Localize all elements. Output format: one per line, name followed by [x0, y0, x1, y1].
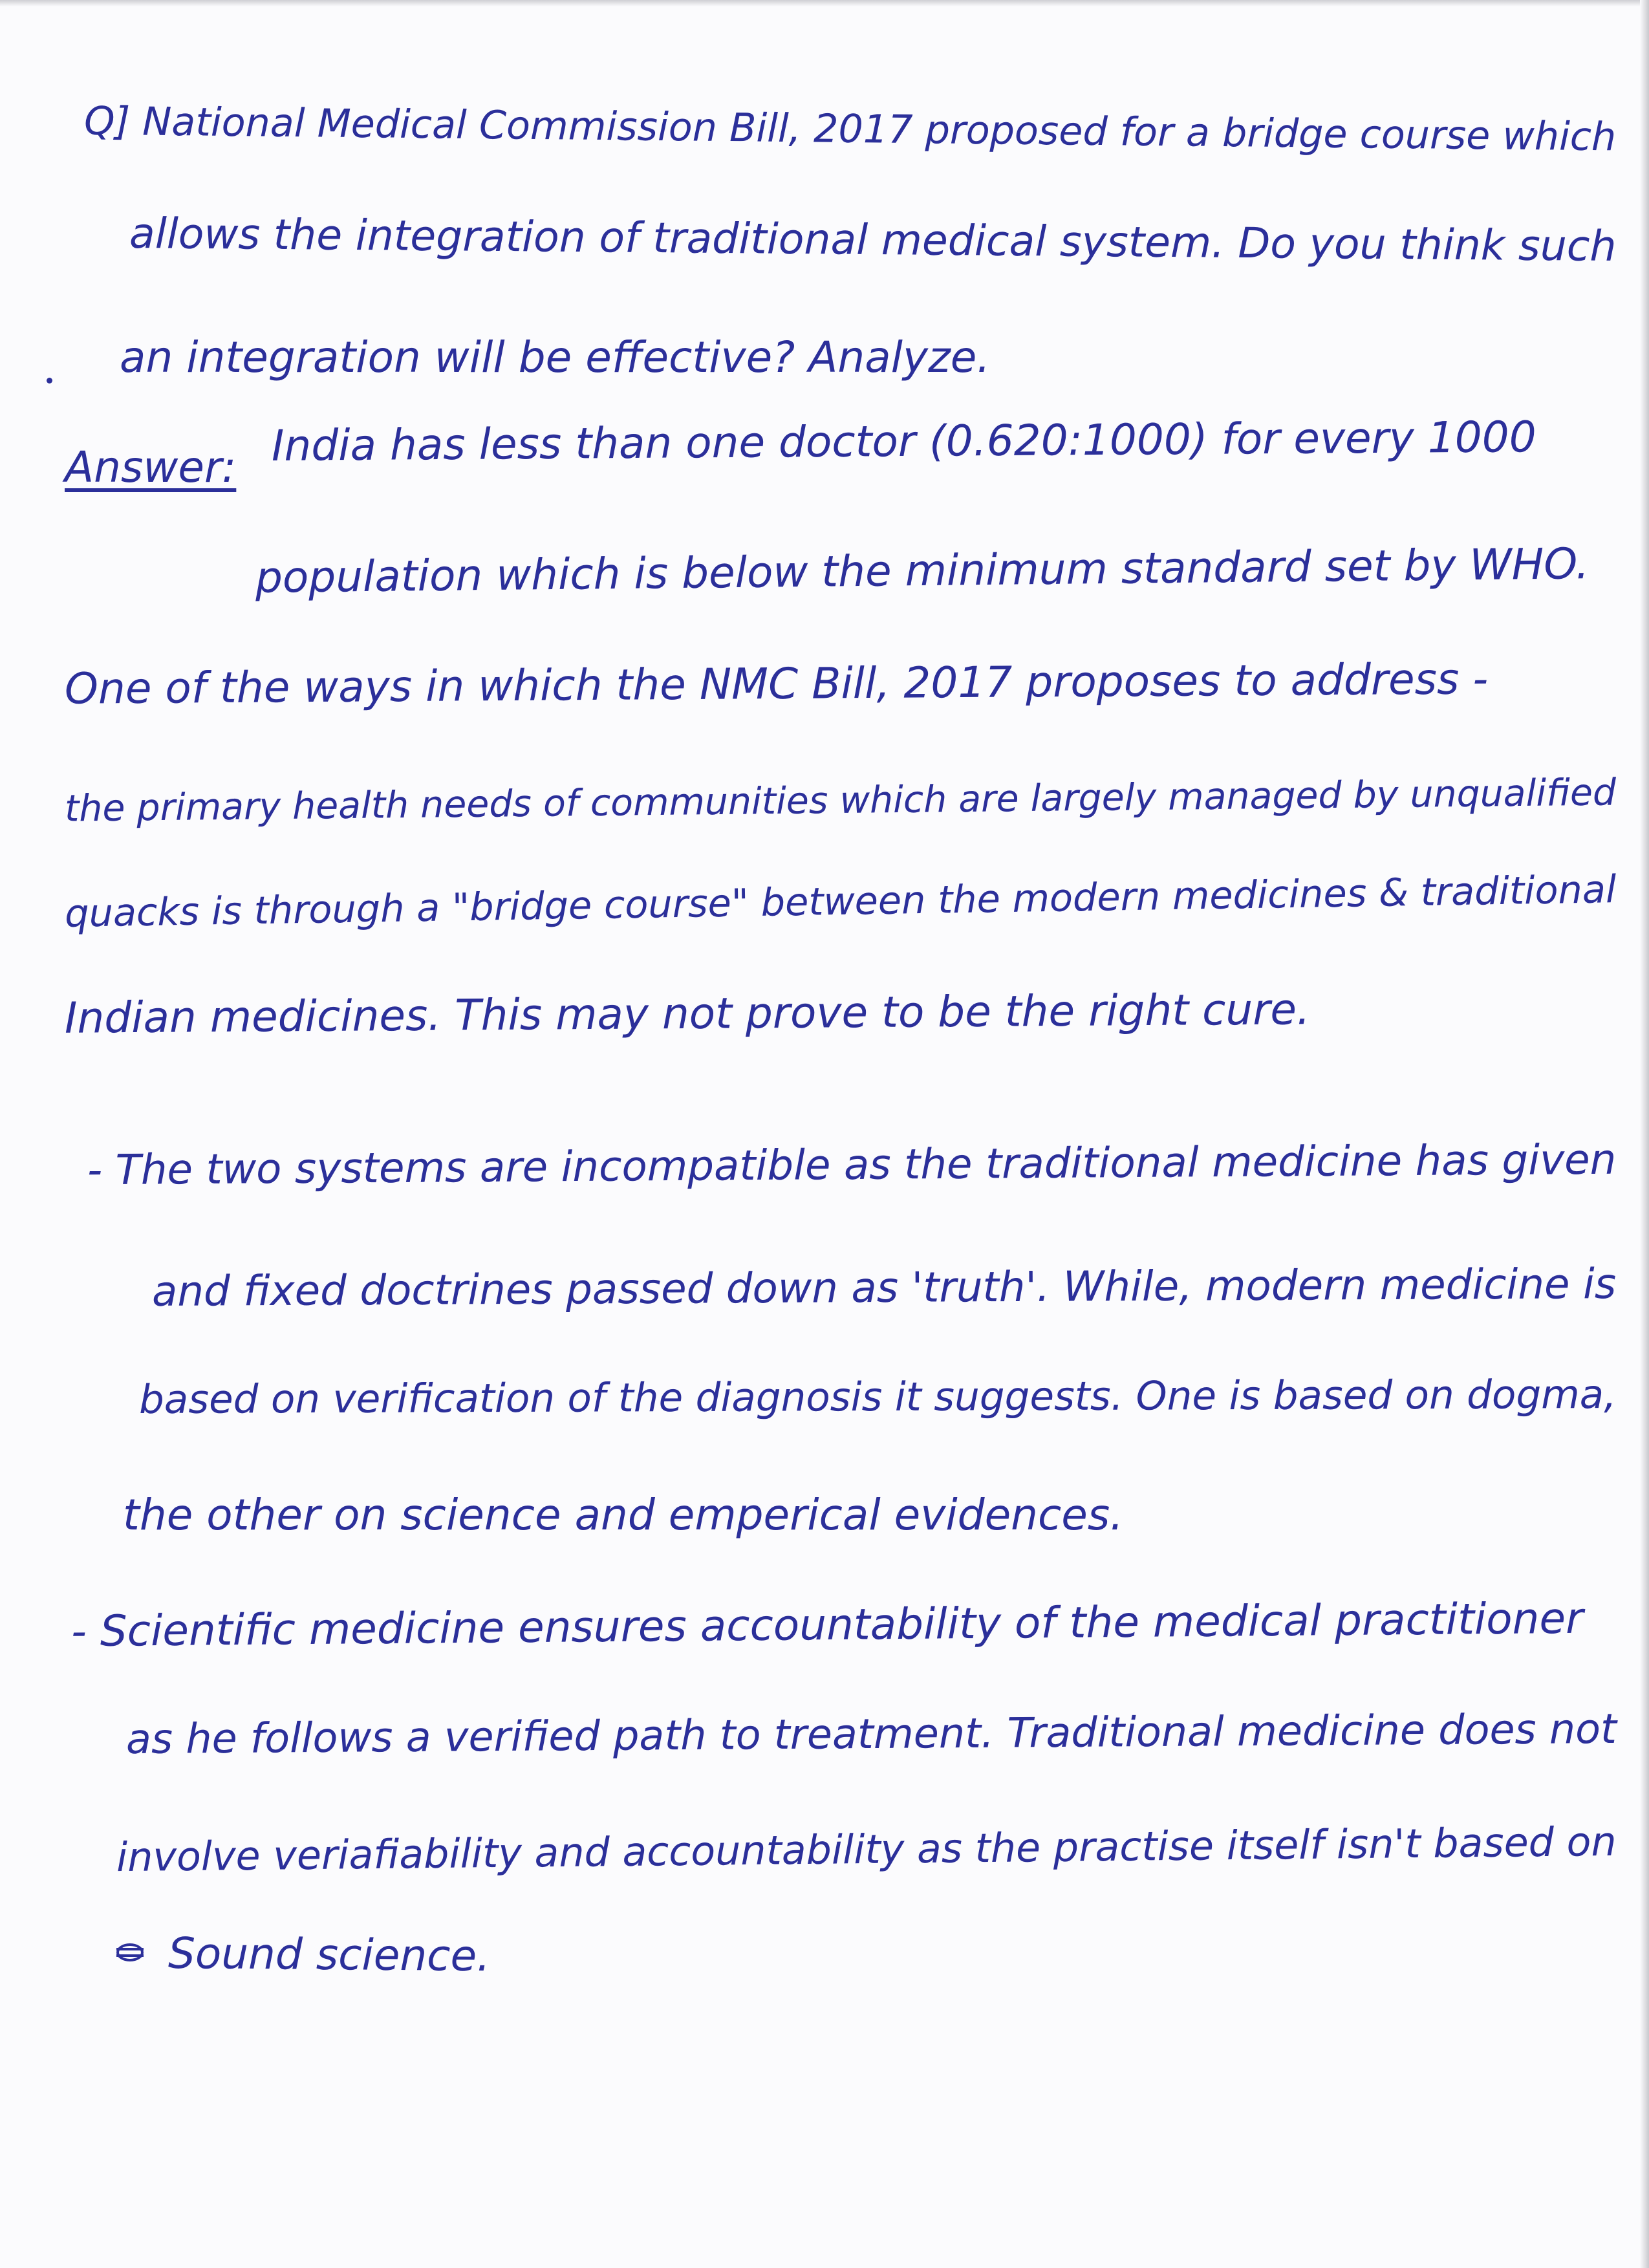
- answer-intro-line-6: Indian medicines. This may not prove to be the right cure.: [64, 984, 1311, 1043]
- answer-intro-line-2: population which is below the minimum standard set by WHO.: [255, 539, 1590, 603]
- answer-intro-line-4: the primary health needs of communities which are largely managed by unqualified: [64, 771, 1617, 830]
- question-line-2: allows the integration of traditional medical system. Do you think such: [129, 209, 1617, 272]
- answer-intro-line-3: One of the ways in which the NMC Bill, 2017 proposes to address -: [64, 654, 1489, 714]
- crossed-out-scribble: [115, 1941, 145, 1963]
- point-1-line-1: - The two systems are incompatible as the traditional medicine has given: [87, 1135, 1617, 1195]
- scan-edge-top: [0, 0, 1649, 6]
- point-2-line-2: as he follows a verified path to treatment. Traditional medicine does not: [125, 1704, 1617, 1764]
- point-2-line-1: - Scientific medicine ensures accountability of the medical practitioner: [70, 1593, 1584, 1657]
- stray-ink-dot: [47, 378, 52, 383]
- question-line-3: an integration will be effective? Analyze.: [120, 332, 991, 382]
- question-line-1: Q] National Medical Commission Bill, 2017 proposed for a bridge course which: [83, 98, 1617, 160]
- scan-edge-right: [1640, 0, 1649, 2268]
- point-1-line-4: the other on science and emperical evidences.: [123, 1490, 1124, 1540]
- point-1-line-3: based on verification of the diagnosis it suggests. One is based on dogma,: [138, 1372, 1617, 1423]
- answer-intro-line-5: quacks is through a "bridge course" between the modern medicines & traditional: [64, 867, 1617, 936]
- point-1-line-2: and fixed doctrines passed down as 'truth'. While, modern medicine is: [151, 1260, 1617, 1316]
- point-2-line-3: involve veriafiability and accountability as the practise itself isn't based on: [116, 1818, 1617, 1881]
- answer-label: Answer:: [65, 442, 237, 492]
- answer-intro-line-1: India has less than one doctor (0.620:1000) for every 1000: [271, 412, 1536, 471]
- point-2-line-4: Sound science.: [167, 1928, 491, 1982]
